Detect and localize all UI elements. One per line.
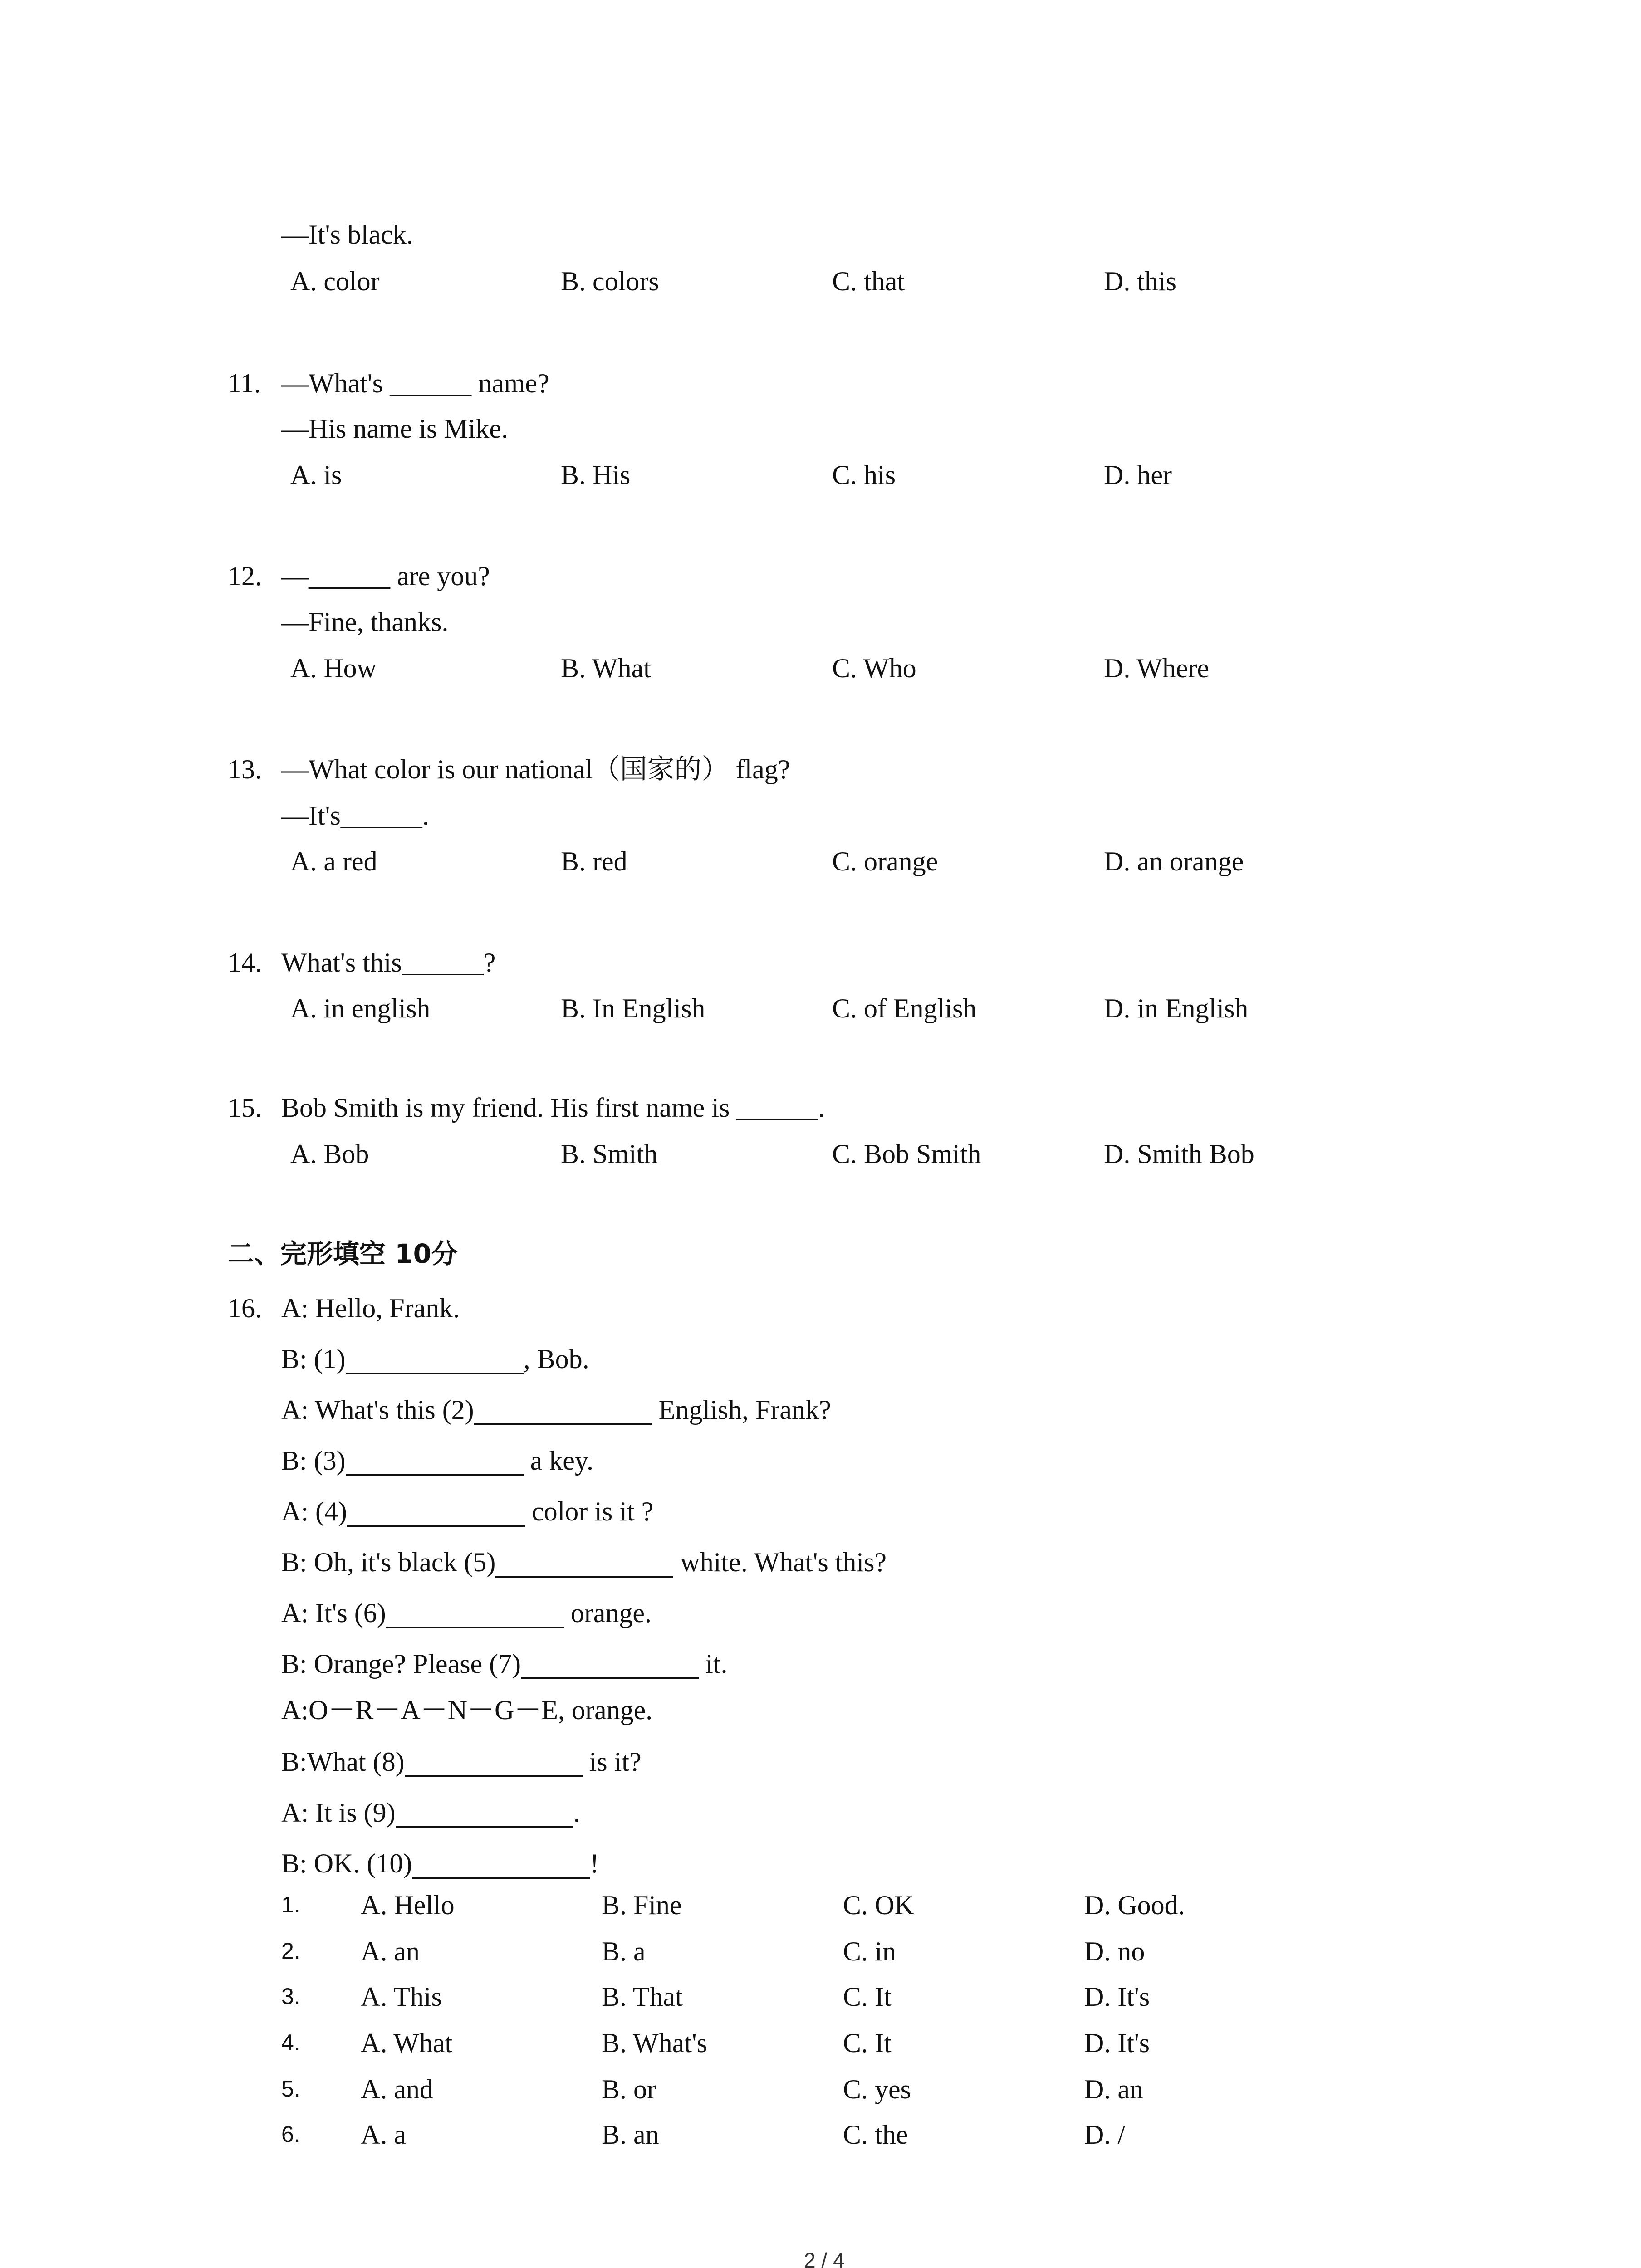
q15-option-b: B. Smith (561, 1139, 658, 1169)
choice-option: B. an (602, 2120, 659, 2150)
q10-option-c: C. that (832, 266, 905, 296)
choice-option: D. It's (1084, 2028, 1150, 2058)
answer-blank[interactable] (474, 1396, 652, 1425)
q10-option-d: D. this (1104, 266, 1177, 296)
choice-number: 5. (281, 2076, 300, 2102)
dialogue-text: A: It's (6) (281, 1598, 386, 1628)
dialogue-line (281, 1748, 642, 1777)
q13-line2: —It's______. (281, 801, 429, 831)
choice-option: B. or (602, 2074, 656, 2104)
choice-option: D. no (1084, 1936, 1145, 1966)
q15-line1: Bob Smith is my friend. His first name is ______. (281, 1093, 825, 1123)
q12-number: 12. (228, 561, 262, 591)
q13-option-a: A. a red (290, 846, 377, 876)
q13-option-d: D. an orange (1104, 846, 1244, 876)
q15-option-c: C. Bob Smith (832, 1139, 981, 1169)
dialogue-text: B: Orange? Please (7) (281, 1649, 521, 1679)
dialogue-line (281, 1396, 831, 1425)
choice-option: B. Fine (602, 1890, 682, 1920)
dialogue-text: A: It is (9) (281, 1798, 396, 1828)
choice-number: 6. (281, 2121, 300, 2147)
choice-option: A. an (361, 1936, 420, 1966)
answer-blank[interactable] (346, 1447, 524, 1476)
dialogue-text: B: OK. (10) (281, 1848, 412, 1878)
page-number: 2 / 4 (804, 2248, 845, 2268)
q12-option-c: C. Who (832, 653, 916, 683)
answer-blank[interactable] (495, 1549, 673, 1578)
dialogue-text: color is it ? (524, 1496, 654, 1526)
dialogue-text: A: What's this (2) (281, 1395, 474, 1425)
choice-option: D. an (1084, 2074, 1143, 2104)
q12-option-a: A. How (290, 653, 377, 683)
dialogue-text: . (573, 1798, 580, 1828)
dialogue-text: orange. (563, 1598, 652, 1628)
q10-option-a: A. color (290, 266, 380, 296)
choice-option: A. This (361, 1982, 442, 2012)
choice-option: D. Good. (1084, 1890, 1185, 1920)
q15-number: 15. (228, 1093, 262, 1123)
q11-line2: —His name is Mike. (281, 414, 508, 444)
q15-option-a: A. Bob (290, 1139, 369, 1169)
dialogue-line (281, 1799, 580, 1828)
q14-option-d: D. in English (1104, 993, 1249, 1023)
q13-number: 13. (228, 754, 262, 784)
q11-option-d: D. her (1104, 460, 1172, 490)
choice-number: 3. (281, 1984, 300, 2009)
dialogue-line (281, 1599, 652, 1628)
dialogue-line (281, 1696, 652, 1724)
choice-number: 4. (281, 2030, 300, 2055)
answer-blank[interactable] (386, 1599, 564, 1628)
dialogue-text: A: (4) (281, 1496, 347, 1526)
q14-option-c: C. of English (832, 993, 977, 1023)
dialogue-line (281, 1549, 887, 1578)
dialogue-text: English, Frank? (652, 1395, 831, 1425)
answer-blank[interactable] (405, 1748, 583, 1777)
q14-number: 14. (228, 948, 262, 978)
choice-option: A. Hello (361, 1890, 455, 1920)
dialogue-text: B: (3) (281, 1446, 346, 1476)
dialogue-text: A:O－R－A－N－G－E, orange. (281, 1695, 653, 1725)
choice-number: 2. (281, 1938, 300, 1964)
dialogue-line (281, 1498, 653, 1527)
answer-blank[interactable] (347, 1498, 525, 1527)
choice-option: D. / (1084, 2120, 1125, 2150)
q14-option-a: A. in english (290, 993, 431, 1023)
answer-blank[interactable] (412, 1850, 590, 1879)
dialogue-text: ! (590, 1848, 599, 1878)
section-heading-cloze: 二、完形填空 10分 (228, 1238, 458, 1269)
q11-line1: —What's ______ name? (281, 368, 549, 398)
choice-option: C. the (843, 2120, 908, 2150)
q13-line1: —What color is our national（国家的） flag? (281, 754, 790, 784)
q13-option-c: C. orange (832, 846, 938, 876)
choice-option: B. What's (602, 2028, 708, 2058)
choice-option: C. OK (843, 1890, 914, 1920)
choice-option: C. in (843, 1936, 896, 1966)
q13-option-b: B. red (561, 846, 627, 876)
q11-option-a: A. is (290, 460, 342, 490)
dialogue-text: is it? (582, 1747, 642, 1777)
q12-option-d: D. Where (1104, 653, 1210, 683)
choice-option: D. It's (1084, 1982, 1150, 2012)
q15-option-d: D. Smith Bob (1104, 1139, 1254, 1169)
q10-answer-line: —It's black. (281, 220, 413, 249)
answer-blank[interactable] (521, 1650, 699, 1679)
dialogue-text: B:What (8) (281, 1747, 405, 1777)
q12-option-b: B. What (561, 653, 651, 683)
choice-number: 1. (281, 1892, 300, 1917)
choice-option: B. a (602, 1936, 646, 1966)
dialogue-line (281, 1447, 593, 1476)
dialogue-text: a key. (523, 1446, 594, 1476)
q14-line1: What's this______? (281, 948, 496, 978)
q12-line2: —Fine, thanks. (281, 607, 449, 637)
choice-option: A. a (361, 2120, 406, 2150)
dialogue-line (281, 1850, 599, 1879)
dialogue-text: A: Hello, Frank. (281, 1293, 460, 1323)
dialogue-text: it. (699, 1649, 728, 1679)
choice-option: A. and (361, 2074, 433, 2104)
q11-option-b: B. His (561, 460, 631, 490)
q11-option-c: C. his (832, 460, 896, 490)
q11-number: 11. (228, 368, 261, 398)
q12-line1: —______ are you? (281, 561, 490, 591)
answer-blank[interactable] (396, 1799, 573, 1828)
answer-blank[interactable] (346, 1345, 524, 1374)
dialogue-line (281, 1650, 727, 1679)
dialogue-line (281, 1345, 589, 1374)
q10-option-b: B. colors (561, 266, 659, 296)
dialogue-text: white. What's this? (673, 1547, 887, 1577)
choice-option: A. What (361, 2028, 453, 2058)
choice-option: C. It (843, 2028, 892, 2058)
choice-option: C. yes (843, 2074, 911, 2104)
q16-number: 16. (228, 1293, 262, 1323)
choice-option: C. It (843, 1982, 892, 2012)
q14-option-b: B. In English (561, 993, 705, 1023)
dialogue-text: B: (1) (281, 1344, 346, 1374)
dialogue-text: B: Oh, it's black (5) (281, 1547, 496, 1577)
choice-option: B. That (602, 1982, 683, 2012)
dialogue-line (281, 1295, 460, 1322)
dialogue-text: , Bob. (523, 1344, 589, 1374)
